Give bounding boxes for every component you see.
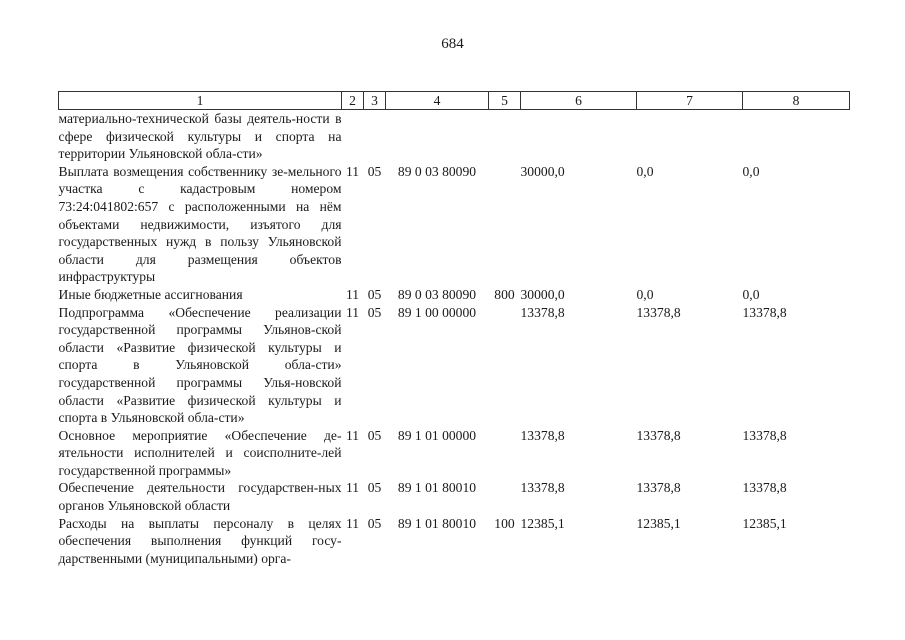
table-row: [59, 110, 850, 163]
row-year2-cell: 13378,8: [636, 480, 681, 496]
row-year1-cell: [521, 110, 637, 163]
row-expense-type-cell: [489, 110, 521, 163]
row-year1-cell: 13378,8: [520, 480, 565, 496]
row-section-cell: 11: [345, 515, 360, 531]
row-year1-cell: 30000,0: [520, 163, 565, 179]
row-name-cell: Подпрограмма «Обеспечение реализации государственной программы Ульянов-ской области «Развитие физической культуры и спорта в Ульяновской обла-сти» государственной программы Улья-новской области «Развитие физической культуры и спорта в Ульяновской обла-сти»: [58, 304, 342, 426]
row-target-article-cell: 89 1 01 80010: [397, 515, 477, 531]
row-target-article-cell: 89 0 03 80090: [397, 286, 477, 302]
row-subsection-cell: 05: [367, 163, 382, 179]
row-year3-cell: 12385,1: [742, 515, 787, 531]
column-header-4: 4: [386, 92, 489, 110]
row-year3-cell: 0,0: [742, 286, 760, 302]
row-subsection-cell: 05: [367, 286, 382, 302]
row-year1-cell: 13378,8: [520, 304, 565, 320]
column-header-8: 8: [743, 92, 850, 110]
row-year1-cell: 13378,8: [520, 427, 565, 443]
row-target-article-cell: [386, 110, 489, 163]
row-year2-cell: [637, 110, 743, 163]
row-year3-cell: 0,0: [742, 163, 760, 179]
row-year2-cell: 13378,8: [636, 427, 681, 443]
row-section-cell: 11: [345, 163, 360, 179]
row-name-cell: Обеспечение деятельности государствен-ных органов Ульяновской области: [58, 480, 342, 514]
row-target-article-cell: 89 1 01 00000: [397, 427, 477, 443]
table-row: [59, 304, 850, 427]
row-subsection-cell: [364, 110, 386, 163]
column-header-1: 1: [59, 92, 342, 110]
row-name-cell: материально-технической базы деятель-ности в сфере физической культуры и спорта на территории Ульяновской обла-сти»: [58, 111, 342, 162]
table-row: [59, 515, 850, 568]
budget-table: [58, 91, 850, 567]
row-subsection-cell: 05: [367, 480, 382, 496]
row-section-cell: [342, 110, 364, 163]
row-expense-type-cell: 800: [494, 286, 515, 302]
table-row: [59, 427, 850, 480]
row-year3-cell: 13378,8: [742, 304, 787, 320]
row-target-article-cell: 89 0 03 80090: [397, 163, 477, 179]
row-name-cell: Основное мероприятие «Обеспечение де-ятельности исполнителей и соисполните-лей государственной программы»: [58, 427, 342, 478]
row-target-article-cell: 89 1 00 00000: [397, 304, 477, 320]
table-row: [59, 163, 850, 286]
row-year3-cell: 13378,8: [742, 427, 787, 443]
row-year3-cell: 13378,8: [742, 480, 787, 496]
row-name-cell: Иные бюджетные ассигнования: [58, 286, 243, 302]
row-subsection-cell: 05: [367, 304, 382, 320]
column-header-7: 7: [637, 92, 743, 110]
row-section-cell: 11: [345, 304, 360, 320]
row-section-cell: 11: [345, 480, 360, 496]
row-name-cell: Выплата возмещения собственнику зе-мельного участка с кадастровым номером 73:24:041802:657 с расположенными на нём объектами недвижимости, изъятого для государственных нужд в пользу Ульяновской области для размещения объектов инфраструктуры: [58, 163, 342, 285]
column-number-header: [59, 92, 850, 110]
row-expense-type-cell: [489, 304, 521, 427]
row-expense-type-cell: [489, 479, 521, 514]
column-header-6: 6: [521, 92, 637, 110]
column-header-5: 5: [489, 92, 521, 110]
column-header-3: 3: [364, 92, 386, 110]
row-year1-cell: 30000,0: [520, 286, 565, 302]
row-year2-cell: 0,0: [636, 286, 654, 302]
row-subsection-cell: 05: [367, 515, 382, 531]
row-subsection-cell: 05: [367, 427, 382, 443]
column-header-2: 2: [342, 92, 364, 110]
row-section-cell: 11: [345, 286, 360, 302]
row-year1-cell: 12385,1: [520, 515, 565, 531]
table-row: [59, 479, 850, 514]
row-expense-type-cell: [489, 163, 521, 286]
row-expense-type-cell: 100: [494, 515, 515, 531]
row-year2-cell: 12385,1: [636, 515, 681, 531]
row-year2-cell: 13378,8: [636, 304, 681, 320]
row-section-cell: 11: [345, 427, 360, 443]
row-expense-type-cell: [489, 427, 521, 480]
row-year3-cell: [743, 110, 850, 163]
row-name-cell: Расходы на выплаты персоналу в целях обеспечения выполнения функций госу-дарственными (муниципальными) орга-: [58, 515, 342, 566]
page-number: 684: [441, 36, 464, 52]
row-target-article-cell: 89 1 01 80010: [397, 480, 477, 496]
table-row: [59, 286, 850, 304]
row-year2-cell: 0,0: [636, 163, 654, 179]
